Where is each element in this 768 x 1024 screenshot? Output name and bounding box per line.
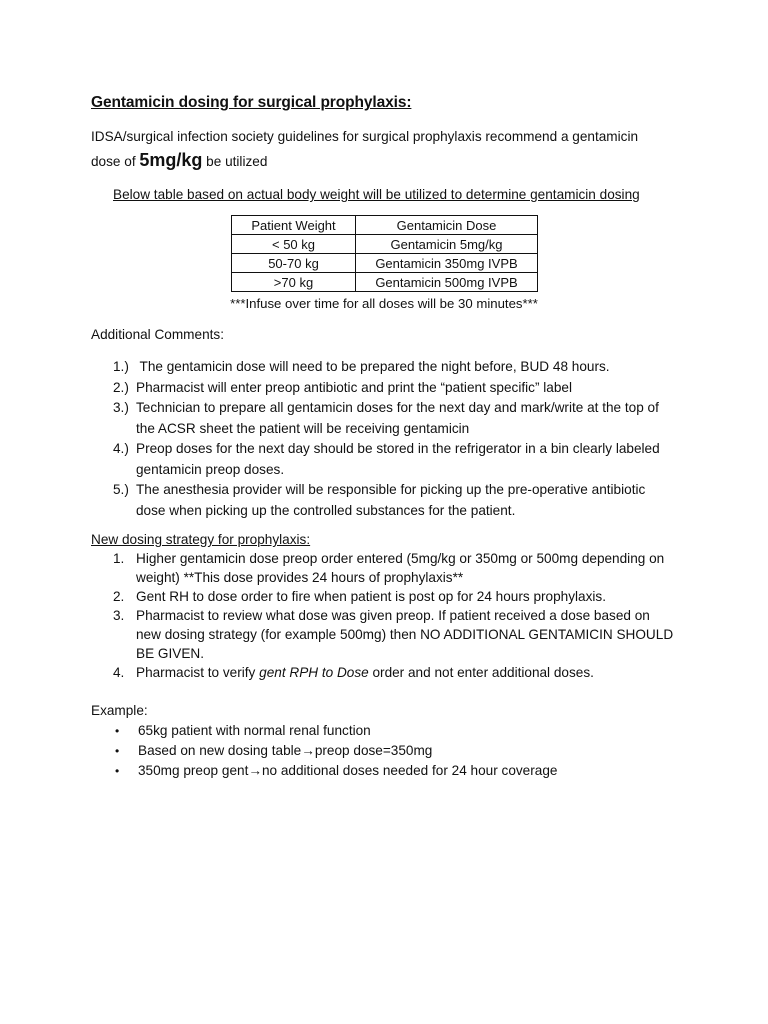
list-item xyxy=(113,587,673,606)
bullet-icon: • xyxy=(115,724,120,738)
intro-dose-prefix: dose of xyxy=(91,154,140,169)
list-item-text-pre: 350mg preop gent xyxy=(138,763,249,778)
list-item-text: Higher gentamicin dose preop order entered (5mg/kg or 350mg or 500mg depending on xyxy=(136,551,665,566)
list-item-text-pre: Based on new dosing table xyxy=(138,743,302,758)
list-item-text: the ACSR sheet the patient will be receiving gentamicin xyxy=(136,420,470,436)
document-title: Gentamicin dosing for surgical prophylaxis: xyxy=(91,94,412,111)
list-item-number: 2.) xyxy=(113,379,129,395)
list-item-text-pre: Pharmacist to verify xyxy=(136,665,260,680)
list-item xyxy=(113,480,660,521)
list-item-text: weight) **This dose provides 24 hours of prophylaxis** xyxy=(136,570,464,585)
list-item-text: gentamicin preop doses. xyxy=(136,461,285,477)
table-cell-dose: Gentamicin 350mg IVPB xyxy=(356,254,538,273)
list-item-text: 65kg patient with normal renal function xyxy=(138,723,371,738)
new-strategy-heading: New dosing strategy for prophylaxis: xyxy=(91,532,311,547)
list-item xyxy=(113,439,660,480)
table-cell-weight: 50-70 kg xyxy=(232,254,356,273)
intro-dose-suffix: be utilized xyxy=(202,154,268,169)
list-item-number: 2. xyxy=(113,589,125,604)
list-item-text: Preop doses for the next day should be stored in the refrigerator in a bin clearly labeled xyxy=(136,441,660,456)
list-item-text: Pharmacist to review what dose was given preop. If patient received a dose based on xyxy=(136,608,650,623)
list-item-text: The anesthesia provider will be responsible for picking up the pre-operative antibiotic xyxy=(136,482,646,497)
list-item-text xyxy=(138,761,557,781)
list-item-text xyxy=(138,741,432,761)
additional-comments-list xyxy=(113,357,660,521)
example-heading: Example: xyxy=(91,703,148,718)
list-item-number: 4. xyxy=(113,665,125,680)
right-arrow-icon: → xyxy=(248,763,262,778)
list-item xyxy=(113,398,660,439)
list-item xyxy=(113,357,660,378)
list-item-text: Pharmacist will enter preop antibiotic and print the “patient specific” label xyxy=(136,379,572,395)
list-item-number: 1.) xyxy=(113,359,129,374)
infuse-note: ***Infuse over time for all doses will be 30 minutes*** xyxy=(230,296,538,311)
list-item xyxy=(113,549,673,587)
table-cell-dose: Gentamicin 5mg/kg xyxy=(356,235,538,254)
list-item-text: Technician to prepare all gentamicin doses for the next day and mark/write at the top of xyxy=(136,400,659,415)
list-item-text-post: no additional doses needed for 24 hour coverage xyxy=(261,763,558,778)
table-caption: Below table based on actual body weight will be utilized to determine gentamicin dosing xyxy=(113,187,640,202)
table-row xyxy=(232,254,538,273)
list-item-number: 5.) xyxy=(113,482,129,497)
example-list xyxy=(113,721,557,781)
list-item-number: 4.) xyxy=(113,441,129,456)
list-item xyxy=(113,663,673,682)
table-header-dose: Gentamicin Dose xyxy=(356,216,538,235)
list-item-number: 3. xyxy=(113,608,125,623)
intro-line-1: IDSA/surgical infection society guidelines for surgical prophylaxis recommend a gentamicin xyxy=(91,129,639,144)
intro-line-2 xyxy=(91,150,267,171)
list-item-text: The gentamicin dose will need to be prepared the night before, BUD 48 hours. xyxy=(136,359,610,374)
list-item xyxy=(113,761,557,781)
list-item-text-post: order and not enter additional doses. xyxy=(368,665,594,680)
dosing-table xyxy=(231,215,538,292)
intro-dose-value: 5mg/kg xyxy=(139,150,203,170)
bullet-icon: • xyxy=(115,744,120,758)
list-item-number: 3.) xyxy=(113,400,129,415)
table-row xyxy=(232,273,538,292)
table-header-weight: Patient Weight xyxy=(232,216,356,235)
list-item xyxy=(113,741,557,761)
list-item xyxy=(113,606,673,663)
table-row xyxy=(232,235,538,254)
list-item xyxy=(113,721,557,741)
list-item-text: Gent RH to dose order to fire when patient is post op for 24 hours prophylaxis. xyxy=(136,589,606,604)
additional-comments-heading: Additional Comments: xyxy=(91,327,224,342)
list-item-text: new dosing strategy (for example 500mg) then NO ADDITIONAL GENTAMICIN SHOULD xyxy=(136,627,674,642)
bullet-icon: • xyxy=(115,764,120,778)
list-item-number: 1. xyxy=(113,551,125,566)
table-header-row xyxy=(232,216,538,235)
right-arrow-icon: → xyxy=(301,743,315,758)
table-cell-weight: < 50 kg xyxy=(232,235,356,254)
list-item xyxy=(113,378,660,399)
table-cell-weight: >70 kg xyxy=(232,273,356,292)
list-item-text: dose when picking up the controlled substances for the patient. xyxy=(136,502,516,518)
list-item-text xyxy=(136,663,594,682)
order-name-italic: gent RPH to Dose xyxy=(259,665,369,680)
list-item-text-post: preop dose=350mg xyxy=(314,743,433,758)
list-item-text: BE GIVEN. xyxy=(136,646,204,661)
new-strategy-list xyxy=(113,549,673,682)
table-cell-dose: Gentamicin 500mg IVPB xyxy=(356,273,538,292)
